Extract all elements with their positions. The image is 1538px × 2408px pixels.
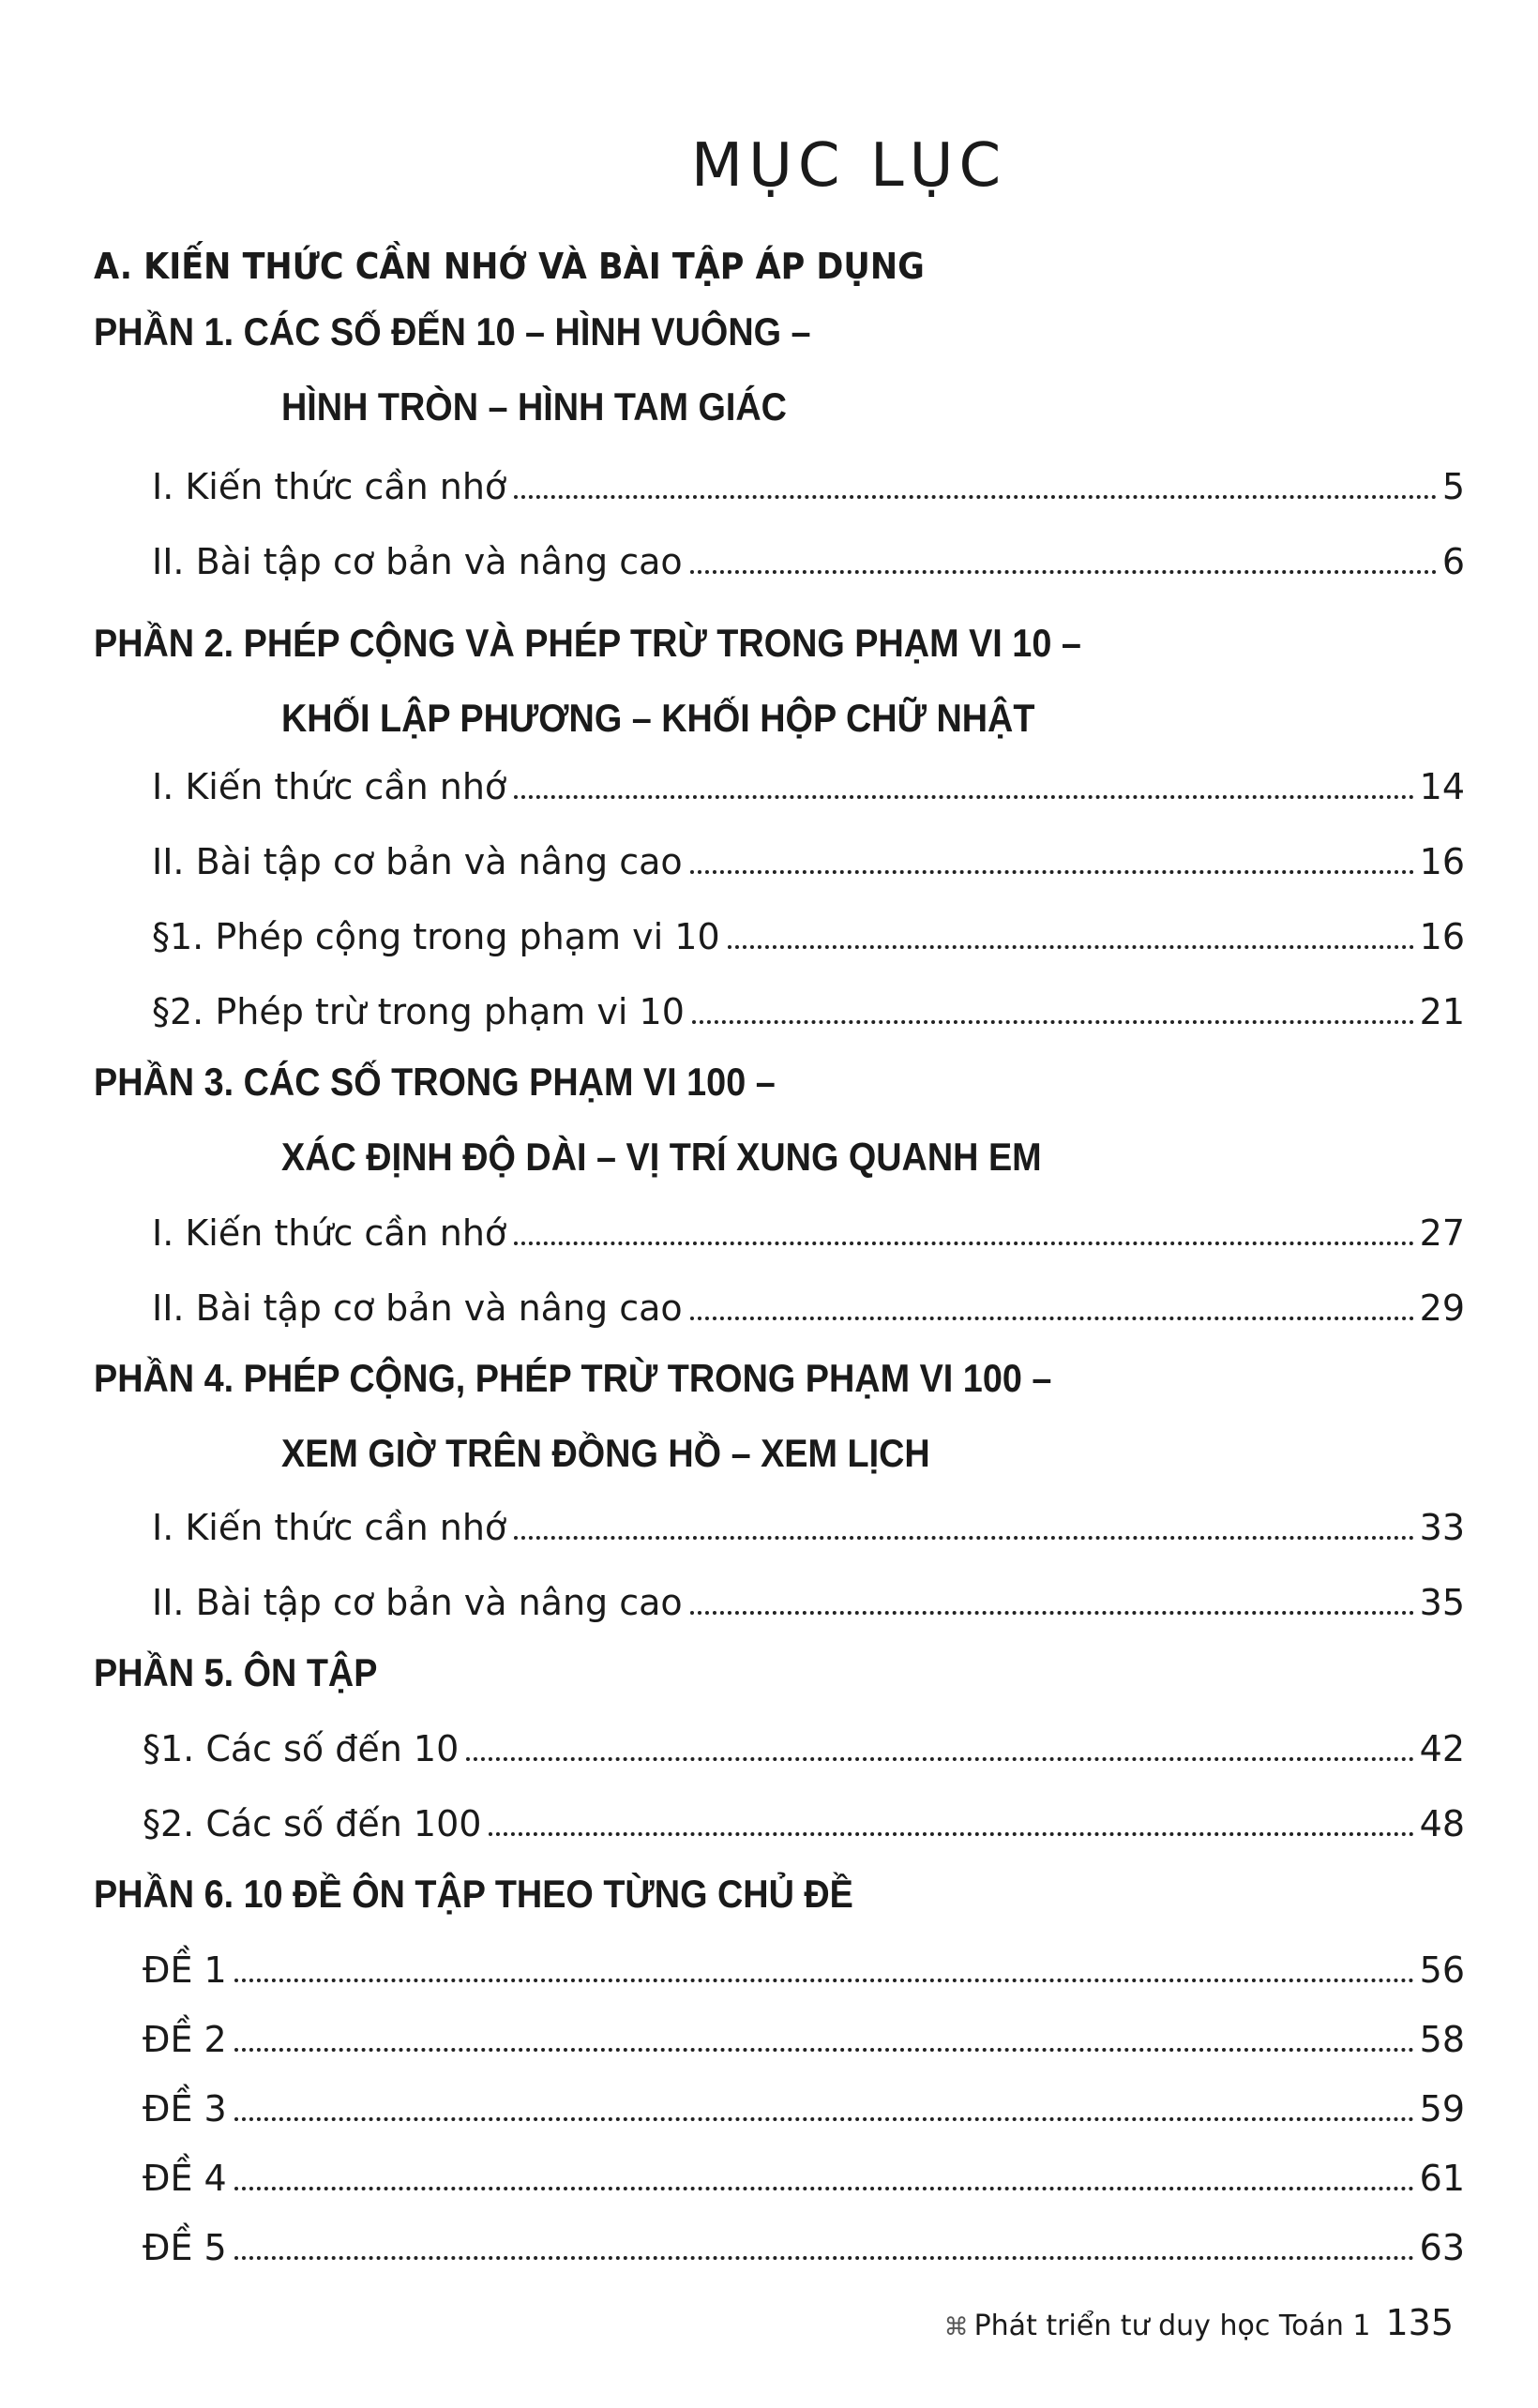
toc-entry-label: §2. Phép trừ trong phạm vi 10 xyxy=(152,991,685,1032)
part-4-heading: PHẦN 4. PHÉP CỘNG, PHÉP TRỪ TRONG PHẠM VI 100 – xyxy=(94,1356,1052,1400)
toc-entry-label: §1. Phép cộng trong phạm vi 10 xyxy=(152,916,720,957)
dot-leader xyxy=(466,1757,1413,1761)
toc-entry-label: II. Bài tập cơ bản và nâng cao xyxy=(152,1582,683,1623)
toc-entry[interactable] xyxy=(143,1727,1465,1770)
dot-leader xyxy=(234,1979,1414,1982)
dot-leader xyxy=(690,870,1414,874)
dot-leader xyxy=(514,1242,1413,1245)
toc-entry[interactable] xyxy=(143,2087,1465,2130)
dot-leader xyxy=(692,1020,1414,1024)
toc-entry-page: 16 xyxy=(1419,916,1465,957)
section-heading-a: A. KIẾN THỨC CẦN NHỚ VÀ BÀI TẬP ÁP DỤNG xyxy=(94,246,925,287)
toc-entry[interactable] xyxy=(152,1506,1465,1549)
page-footer xyxy=(944,2302,1454,2343)
toc-entry-page: 35 xyxy=(1419,1582,1465,1623)
dot-leader xyxy=(690,1611,1414,1615)
toc-entry-page: 6 xyxy=(1441,541,1465,582)
part-1-heading-cont: HÌNH TRÒN – HÌNH TAM GIÁC xyxy=(281,384,787,429)
toc-entry-page: 56 xyxy=(1419,1949,1465,1991)
toc-entry[interactable] xyxy=(152,765,1465,808)
toc-entry-page: 16 xyxy=(1419,841,1465,882)
page-title: MỤC LỤC xyxy=(690,131,1007,201)
toc-entry-label: ĐỀ 1 xyxy=(143,1949,227,1991)
part-6-heading: PHẦN 6. 10 ĐỀ ÔN TẬP THEO TỪNG CHỦ ĐỀ xyxy=(94,1872,853,1916)
dot-leader xyxy=(234,2256,1414,2260)
toc-entry-page: 29 xyxy=(1419,1287,1465,1329)
toc-entry[interactable] xyxy=(143,1802,1465,1845)
toc-entry[interactable] xyxy=(152,465,1465,508)
toc-entry-page: 61 xyxy=(1419,2158,1465,2199)
dot-leader xyxy=(234,2048,1414,2052)
part-3-heading-cont: XÁC ĐỊNH ĐỘ DÀI – VỊ TRÍ XUNG QUANH EM xyxy=(281,1135,1042,1179)
part-4-heading-cont: XEM GIỜ TRÊN ĐỒNG HỒ – XEM LỊCH xyxy=(281,1431,930,1475)
book-logo-icon: ⌘ xyxy=(943,2313,969,2341)
dot-leader xyxy=(489,1832,1413,1836)
toc-entry-label: ĐỀ 2 xyxy=(143,2019,227,2060)
dot-leader xyxy=(690,1317,1414,1320)
dot-leader xyxy=(690,570,1437,574)
dot-leader xyxy=(514,795,1413,799)
toc-entry-page: 42 xyxy=(1419,1728,1465,1769)
part-5-heading: PHẦN 5. ÔN TẬP xyxy=(94,1650,378,1694)
part-2-heading-cont: KHỐI LẬP PHƯƠNG – KHỐI HỘP CHỮ NHẬT xyxy=(281,696,1035,740)
toc-entry[interactable] xyxy=(152,1581,1465,1624)
dot-leader xyxy=(514,495,1437,499)
dot-leader xyxy=(234,2187,1414,2190)
toc-entry-label: I. Kiến thức cần nhớ xyxy=(152,466,507,507)
toc-entry-label: §1. Các số đến 10 xyxy=(143,1728,460,1769)
toc-entry-label: II. Bài tập cơ bản và nâng cao xyxy=(152,841,683,882)
toc-entry[interactable] xyxy=(152,840,1465,883)
toc-entry-label: II. Bài tập cơ bản và nâng cao xyxy=(152,541,683,582)
toc-entry[interactable] xyxy=(143,1949,1465,1992)
toc-entry-page: 48 xyxy=(1419,1803,1465,1844)
toc-entry-label: §2. Các số đến 100 xyxy=(143,1803,482,1844)
toc-entry[interactable] xyxy=(152,1212,1465,1255)
toc-entry-page: 59 xyxy=(1419,2088,1465,2130)
toc-entry-label: I. Kiến thức cần nhớ xyxy=(152,1507,507,1548)
part-2-heading: PHẦN 2. PHÉP CỘNG VÀ PHÉP TRỪ TRONG PHẠM VI 10 – xyxy=(94,621,1081,665)
toc-entry[interactable] xyxy=(152,540,1465,583)
toc-entry-label: ĐỀ 4 xyxy=(143,2158,227,2199)
toc-entry-label: ĐỀ 5 xyxy=(143,2227,227,2268)
toc-entry-page: 33 xyxy=(1419,1507,1465,1548)
footer-page-number: 135 xyxy=(1385,2302,1454,2343)
dot-leader xyxy=(514,1536,1413,1540)
toc-entry-label: I. Kiến thức cần nhớ xyxy=(152,1212,507,1254)
dot-leader xyxy=(728,945,1414,949)
toc-entry[interactable] xyxy=(152,1287,1465,1330)
toc-entry-page: 5 xyxy=(1441,466,1465,507)
dot-leader xyxy=(234,2117,1414,2121)
part-1-heading: PHẦN 1. CÁC SỐ ĐẾN 10 – HÌNH VUÔNG – xyxy=(94,309,811,354)
toc-entry-page: 21 xyxy=(1419,991,1465,1032)
toc-entry-page: 58 xyxy=(1419,2019,1465,2060)
toc-entry-label: ĐỀ 3 xyxy=(143,2088,227,2130)
toc-entry-page: 27 xyxy=(1419,1212,1465,1254)
toc-entry[interactable] xyxy=(143,2018,1465,2061)
toc-entry-page: 63 xyxy=(1419,2227,1465,2268)
toc-entry[interactable] xyxy=(143,2157,1465,2200)
toc-entry-page: 14 xyxy=(1419,766,1465,807)
toc-entry[interactable] xyxy=(143,2226,1465,2269)
toc-entry[interactable] xyxy=(152,990,1465,1033)
toc-entry-label: II. Bài tập cơ bản và nâng cao xyxy=(152,1287,683,1329)
footer-book-title: Phát triển tư duy học Toán 1 xyxy=(973,2310,1371,2342)
toc-entry[interactable] xyxy=(152,915,1465,958)
toc-entry-label: I. Kiến thức cần nhớ xyxy=(152,766,507,807)
part-3-heading: PHẦN 3. CÁC SỐ TRONG PHẠM VI 100 – xyxy=(94,1060,776,1104)
